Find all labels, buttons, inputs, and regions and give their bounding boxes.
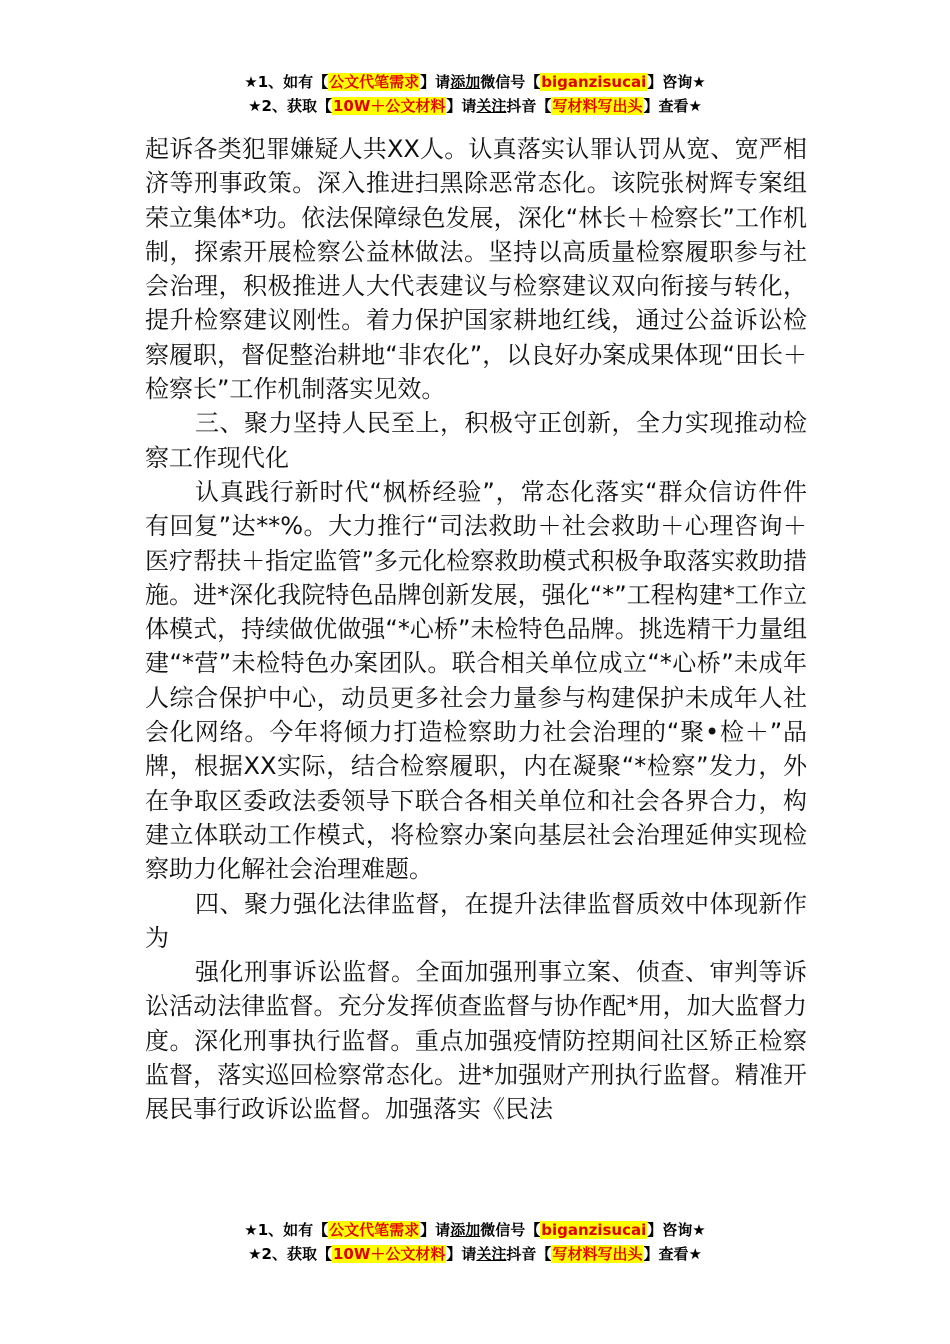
- body-paragraph: 强化刑事诉讼监督。全面加强刑事立案、侦查、审判等诉讼活动法律监督。充分发挥侦查监督与协作配*用，加大监督力度。深化刑事执行监督。重点加强疫情防控期间社区矫正检察监督，落实巡回检察常态化。进*加强财产刑执行监督。精准开展民事行政诉讼监督。加强落实《民法: [145, 958, 807, 1124]
- banner-text: 微信号【: [480, 73, 541, 91]
- banner-underlined-text: 添加: [450, 73, 481, 91]
- banner-text: 微信号【: [480, 1221, 541, 1239]
- banner-text: 】查看★: [643, 1245, 702, 1263]
- banner-wechat-id: biganzisucai: [541, 73, 647, 91]
- banner-text: 抖音【: [506, 1245, 552, 1263]
- section-heading: 三、聚力坚持人民至上，积极守正创新，全力实现推动检察工作现代化: [145, 409, 807, 472]
- banner-text: ★1、如有【: [244, 73, 329, 91]
- banner-text: 】查看★: [643, 97, 702, 115]
- banner-underlined-text: 关注: [476, 97, 507, 115]
- banner-text: 】请: [420, 1221, 451, 1239]
- banner-text: ★1、如有【: [244, 1221, 329, 1239]
- footer-banner: [0, 1218, 950, 1266]
- header-banner-line-1: [0, 70, 950, 94]
- banner-text: 】请: [420, 73, 451, 91]
- banner-underlined-text: 添加: [450, 1221, 481, 1239]
- body-paragraph: 起诉各类犯罪嫌疑人共XX人。认真落实认罪认罚从宽、宽严相济等刑事政策。深入推进扫黑除恶常态化。该院张树辉专案组荣立集体*功。依法保障绿色发展，深化“林长＋检察长”工作机制，探索开展检察公益林做法。坚持以高质量检察履职参与社会治理，积极推进人大代表建议与检察建议双向衔接与转化，提升检察建议刚性。着力保护国家耕地红线，通过公益诉讼检察履职，督促整治耕地“非农化”，以良好办案成果体现“田长＋检察长”工作机制落实见效。: [145, 135, 807, 404]
- banner-highlight: 公文代笔需求: [329, 73, 420, 91]
- header-banner: [0, 70, 950, 118]
- header-banner-line-2: [0, 94, 950, 118]
- banner-text: ★2、获取【: [248, 97, 332, 115]
- footer-banner-line-1: [0, 1218, 950, 1242]
- banner-douyin-id: 写材料写出头: [552, 1245, 643, 1263]
- body-paragraph: 认真践行新时代“枫桥经验”，常态化落实“群众信访件件有回复”达**%。大力推行“司法救助＋社会救助＋心理咨询＋医疗帮扶＋指定监管”多元化检察救助模式积极争取落实救助措施。进*深化我院特色品牌创新发展，强化“*”工程构建*工作立体模式，持续做优做强“*心桥”未检特色品牌。挑选精干力量组建“*营”未检特色办案团队。联合相关单位成立“*心桥”未成年人综合保护中心，动员更多社会力量参与构建保护未成年人社会化网络。今年将倾力打造检察助力社会治理的“聚•检＋”品牌，根据XX实际，结合检察履职，内在凝聚“*检察”发力，外在争取区委政法委领导下联合各相关单位和社会各界合力，构建立体联动工作模式，将检察办案向基层社会治理延伸实现检察助力化解社会治理难题。: [145, 477, 807, 884]
- banner-text: 】请: [446, 97, 477, 115]
- banner-text: 】咨询★: [647, 1221, 706, 1239]
- banner-highlight: 10W＋公文材料: [332, 1245, 446, 1263]
- banner-highlight: 10W＋公文材料: [332, 97, 446, 115]
- banner-underlined-text: 关注: [476, 1245, 507, 1263]
- banner-text: 】咨询★: [647, 73, 706, 91]
- banner-wechat-id: biganzisucai: [541, 1221, 647, 1239]
- section-heading: 四、聚力强化法律监督，在提升法律监督质效中体现新作为: [145, 889, 807, 952]
- banner-text: ★2、获取【: [248, 1245, 332, 1263]
- banner-douyin-id: 写材料写出头: [552, 97, 643, 115]
- banner-text: 】请: [446, 1245, 477, 1263]
- banner-highlight: 公文代笔需求: [329, 1221, 420, 1239]
- document-body: [145, 132, 807, 1127]
- footer-banner-line-2: [0, 1242, 950, 1266]
- banner-text: 抖音【: [506, 97, 552, 115]
